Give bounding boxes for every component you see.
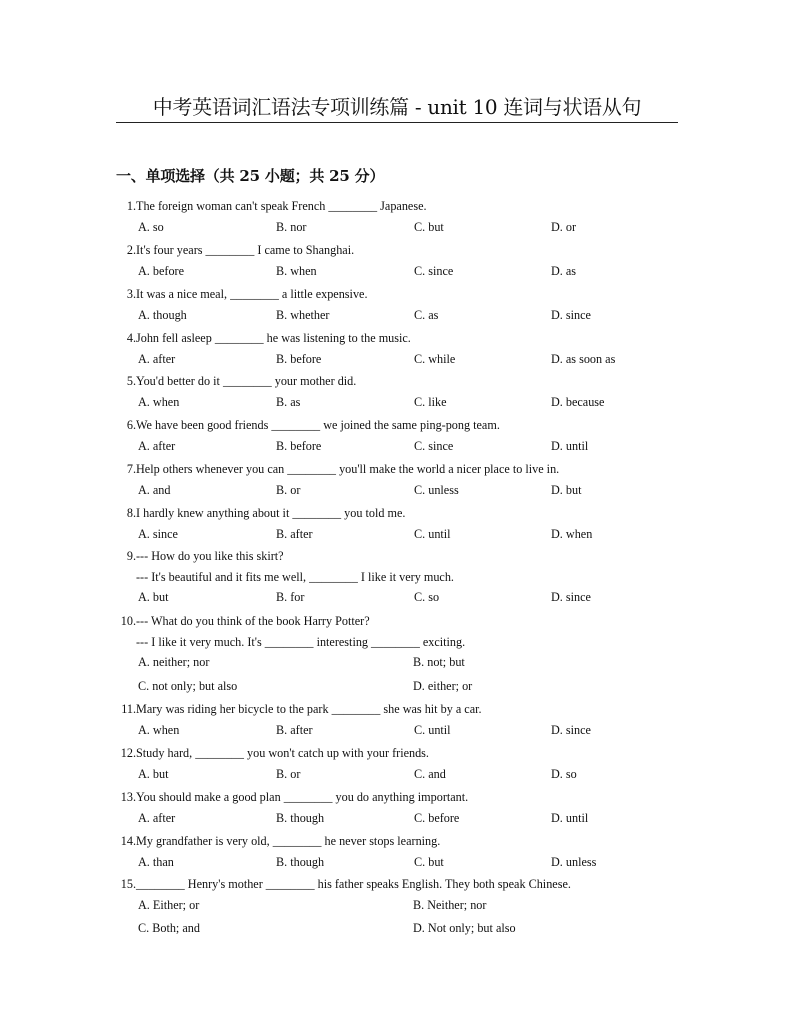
title-underline bbox=[116, 122, 678, 123]
answer-option: C. until bbox=[414, 526, 451, 541]
answer-option: A. but bbox=[138, 766, 169, 781]
answer-option: B. though bbox=[276, 810, 325, 825]
answer-option: A. after bbox=[138, 438, 176, 453]
answer-option: A. Either; or bbox=[138, 897, 200, 912]
answer-option: C. not only; but also bbox=[138, 678, 238, 693]
question-number: 9. bbox=[126, 549, 136, 563]
question-text: ________ Henry's mother ________ his father speaks English. They both speak Chinese. bbox=[136, 877, 571, 891]
question-text: It's four years ________ I came to Shanghai. bbox=[136, 243, 355, 257]
question-text: Help others whenever you can ________ you'll make the world a nicer place to live in. bbox=[136, 462, 560, 476]
answer-option: A. and bbox=[138, 482, 171, 497]
answer-option: C. before bbox=[414, 810, 460, 825]
answer-option: D. until bbox=[551, 438, 589, 453]
question-text: Study hard, ________ you won't catch up with your friends. bbox=[136, 746, 429, 760]
question-number: 15. bbox=[120, 877, 136, 891]
answer-option: D. Not only; but also bbox=[413, 921, 516, 935]
question-number: 5. bbox=[126, 374, 136, 388]
answer-option: C. so bbox=[414, 590, 440, 604]
answer-option: A. neither; nor bbox=[138, 655, 210, 669]
answer-option: D. unless bbox=[551, 854, 597, 869]
answer-option: D. either; or bbox=[413, 678, 473, 693]
answer-option: B. after bbox=[276, 526, 313, 541]
answer-option: B. Neither; nor bbox=[413, 897, 487, 912]
answer-option: B. when bbox=[276, 263, 317, 278]
question-number: 13. bbox=[120, 790, 136, 804]
answer-option: B. or bbox=[276, 766, 301, 781]
answer-option: C. but bbox=[414, 854, 444, 869]
answer-option: C. since bbox=[414, 263, 454, 278]
answer-option: A. after bbox=[138, 351, 176, 366]
answer-option: D. because bbox=[551, 394, 605, 409]
answer-option: A. since bbox=[138, 526, 178, 541]
answer-option: B. though bbox=[276, 854, 325, 869]
answer-option: C. like bbox=[414, 394, 447, 409]
answer-option: B. not; but bbox=[413, 655, 465, 669]
answer-option: C. unless bbox=[414, 482, 459, 497]
answer-option: B. nor bbox=[276, 219, 307, 234]
question-number: 14. bbox=[120, 834, 136, 848]
question-number: 4. bbox=[126, 331, 136, 345]
question-number: 6. bbox=[126, 418, 136, 432]
answer-option: D. when bbox=[551, 526, 593, 541]
answer-option: C. while bbox=[414, 351, 456, 366]
question-number: 7. bbox=[126, 462, 136, 476]
answer-option: B. before bbox=[276, 351, 322, 366]
question-text: You should make a good plan ________ you do anything important. bbox=[136, 790, 469, 804]
question-number: 10. bbox=[120, 614, 136, 628]
question-number: 11. bbox=[121, 702, 136, 716]
answer-option: C. Both; and bbox=[138, 921, 200, 935]
answer-option: D. until bbox=[551, 810, 589, 825]
answer-option: A. so bbox=[138, 219, 164, 234]
answer-option: A. but bbox=[138, 590, 169, 604]
answer-option: B. for bbox=[276, 590, 305, 604]
answer-option: D. since bbox=[551, 590, 591, 604]
question-text: I hardly knew anything about it ________ you told me. bbox=[136, 506, 406, 520]
answer-option: D. as soon as bbox=[551, 351, 616, 366]
question-number: 8. bbox=[126, 506, 136, 520]
answer-option: D. since bbox=[551, 722, 591, 737]
answer-option: D. but bbox=[551, 482, 582, 497]
answer-option: C. until bbox=[414, 722, 451, 737]
question-text: --- It's beautiful and it fits me well, ________ I like it very much. bbox=[136, 569, 454, 584]
question-text: You'd better do it ________ your mother did. bbox=[136, 374, 357, 388]
answer-option: A. though bbox=[138, 307, 187, 322]
answer-option: A. than bbox=[138, 854, 174, 869]
question-text: We have been good friends ________ we joined the same ping-pong team. bbox=[136, 418, 500, 432]
answer-option: B. before bbox=[276, 438, 322, 453]
answer-option: C. as bbox=[414, 307, 439, 322]
question-number: 1. bbox=[126, 199, 136, 213]
question-text: It was a nice meal, ________ a little expensive. bbox=[136, 287, 368, 301]
section-heading: 一、单项选择（共 25 小题；共 25 分） bbox=[116, 167, 385, 185]
question-text: John fell asleep ________ he was listening to the music. bbox=[136, 331, 411, 345]
answer-option: A. when bbox=[138, 394, 180, 409]
question-text: --- What do you think of the book Harry Potter? bbox=[136, 614, 370, 628]
answer-option: C. but bbox=[414, 219, 444, 234]
answer-option: D. since bbox=[551, 307, 591, 322]
question-text: Mary was riding her bicycle to the park ________ she was hit by a car. bbox=[136, 702, 482, 716]
answer-option: C. and bbox=[414, 766, 446, 781]
question-text: My grandfather is very old, ________ he never stops learning. bbox=[136, 834, 441, 848]
answer-option: B. after bbox=[276, 722, 313, 737]
page-title: 中考英语词汇语法专项训练篇 - unit 10 连词与状语从句 bbox=[152, 95, 642, 119]
answer-option: B. or bbox=[276, 482, 301, 497]
question-number: 12. bbox=[120, 746, 136, 760]
answer-option: A. after bbox=[138, 810, 176, 825]
answer-option: D. or bbox=[551, 219, 577, 234]
answer-option: B. whether bbox=[276, 307, 330, 322]
answer-option: D. as bbox=[551, 263, 577, 278]
question-number: 2. bbox=[126, 243, 136, 257]
answer-option: A. when bbox=[138, 722, 180, 737]
question-text: --- I like it very much. It's ________ interesting ________ exciting. bbox=[136, 634, 466, 649]
answer-option: A. before bbox=[138, 263, 185, 278]
question-number: 3. bbox=[126, 287, 136, 301]
answer-option: C. since bbox=[414, 438, 454, 453]
question-text: The foreign woman can't speak French ________ Japanese. bbox=[136, 199, 427, 213]
answer-option: B. as bbox=[276, 394, 301, 409]
answer-option: D. so bbox=[551, 766, 577, 781]
question-text: --- How do you like this skirt? bbox=[136, 549, 284, 563]
